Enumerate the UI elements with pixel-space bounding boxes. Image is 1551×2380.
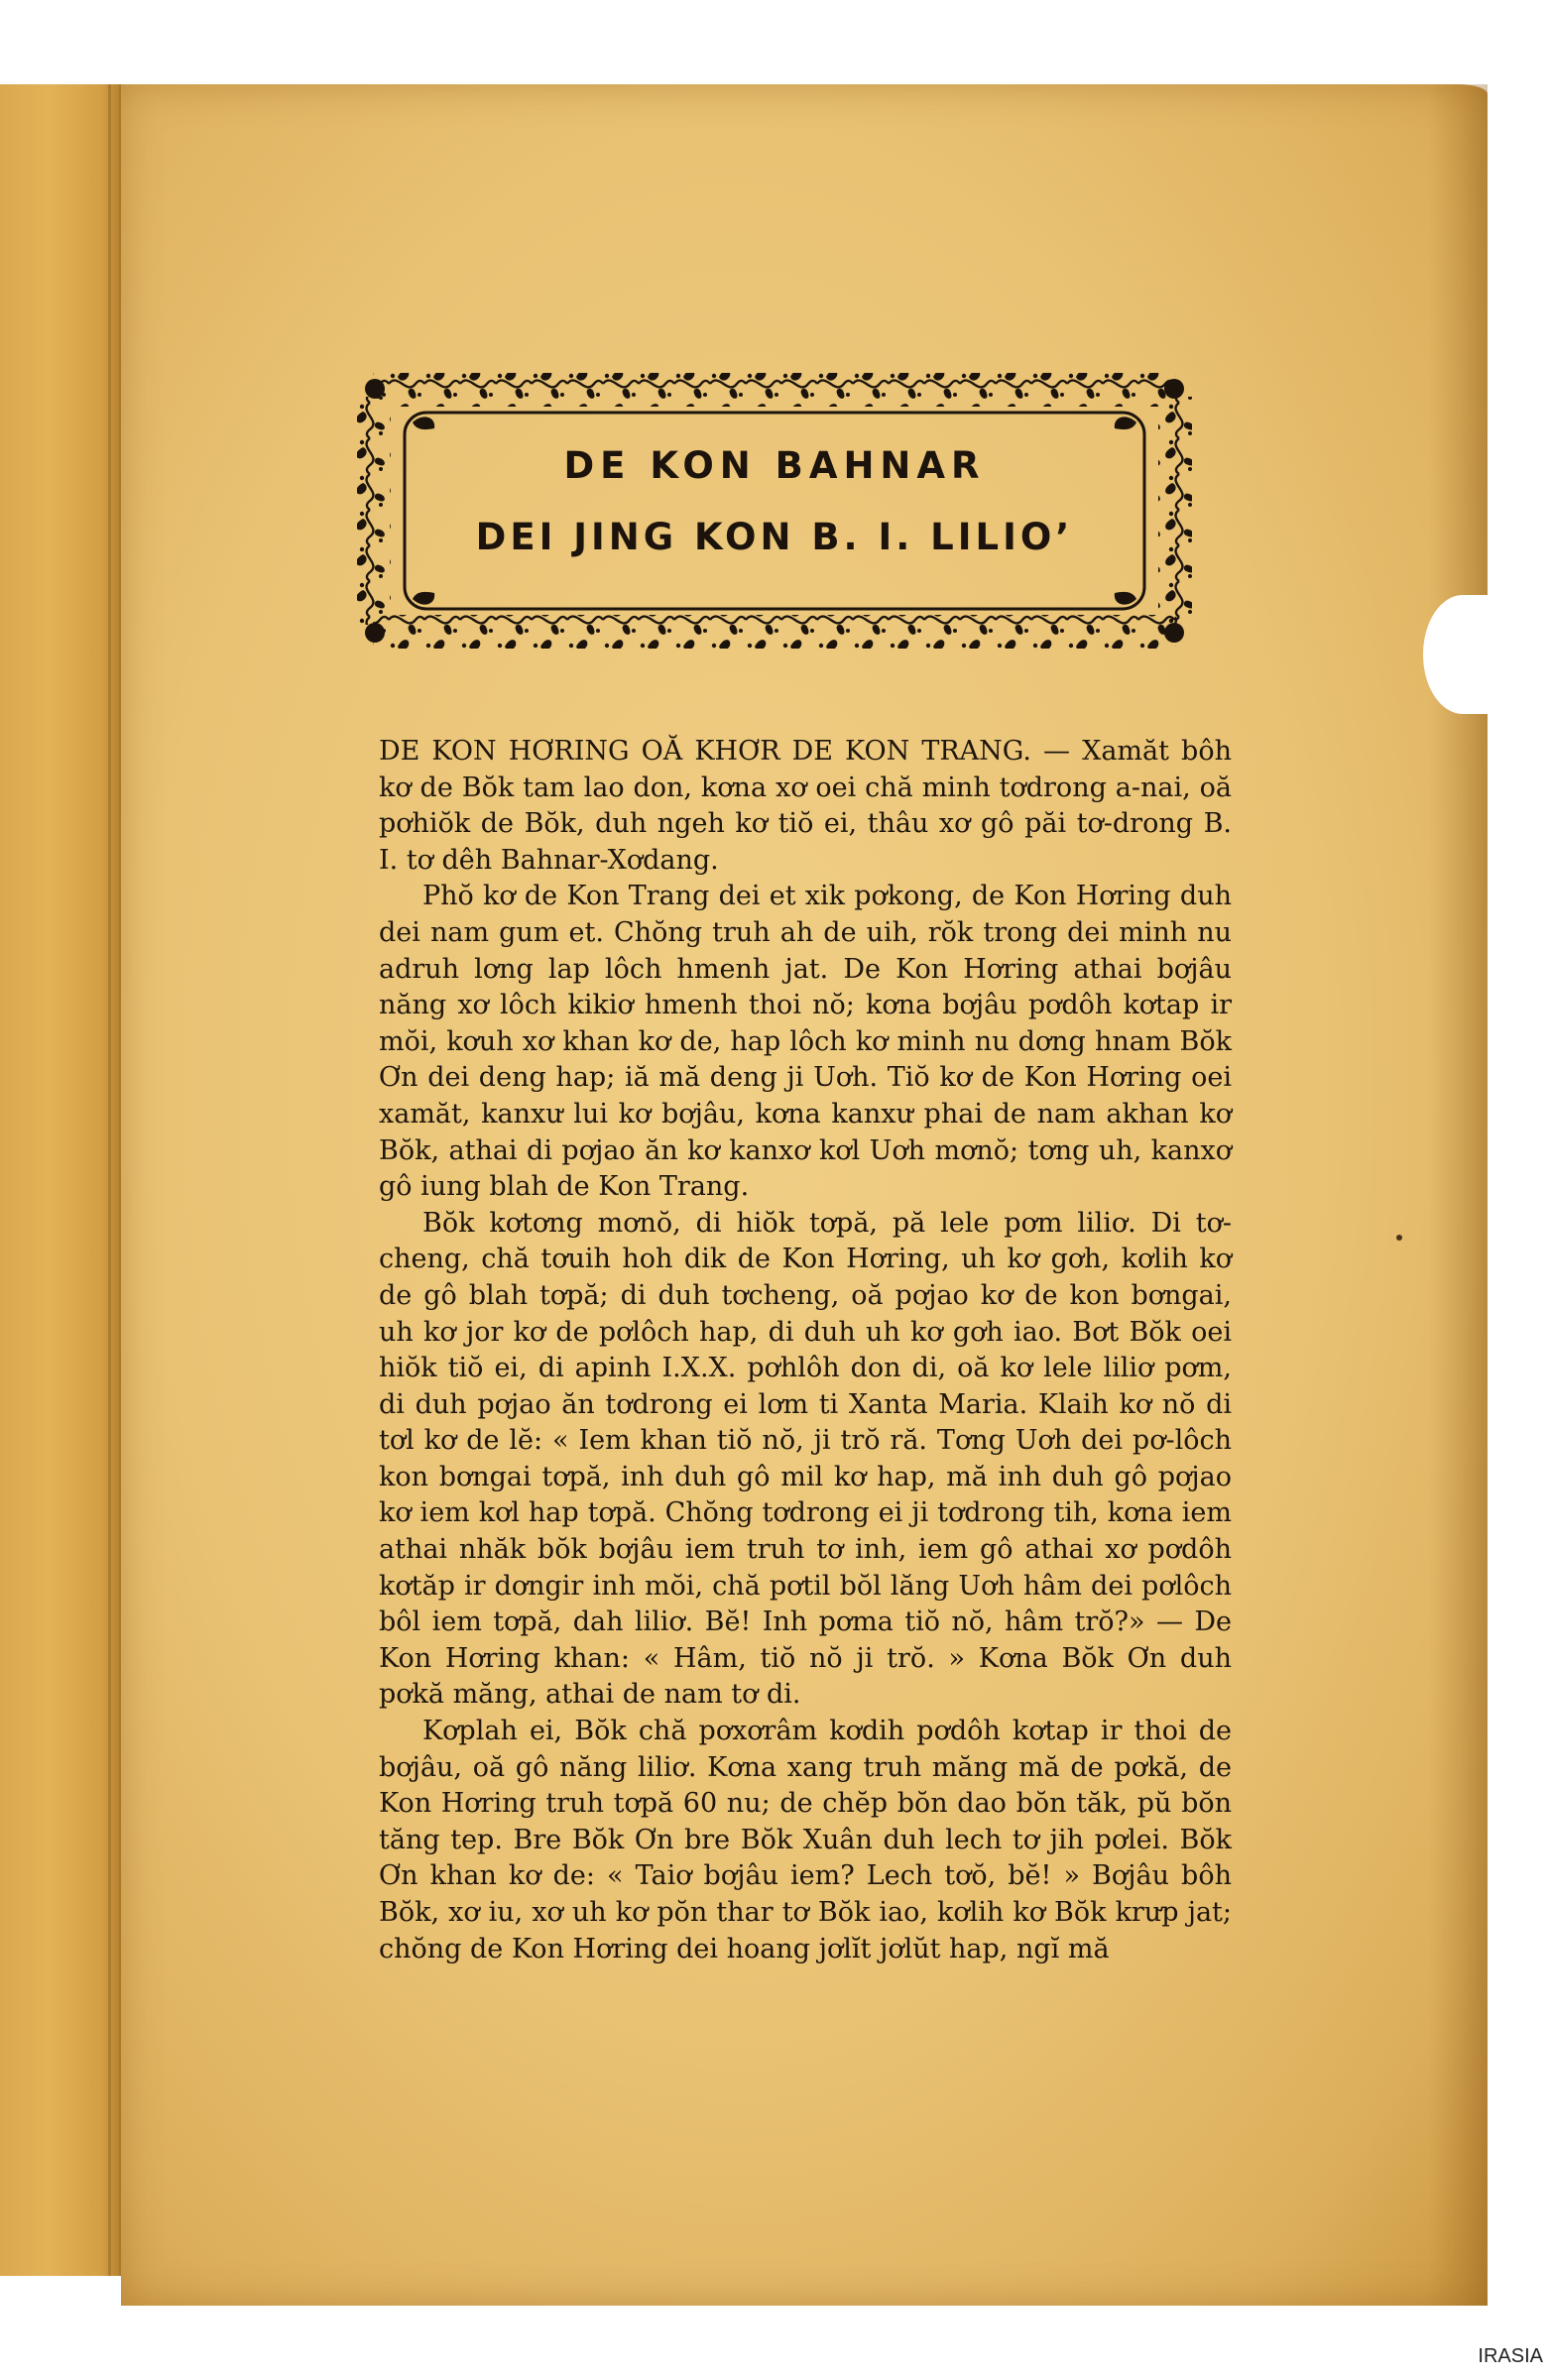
- title-line-1: DE KON BAHNAR: [563, 444, 986, 487]
- ornamental-title-frame: [353, 367, 1196, 654]
- body-text: [379, 734, 1232, 1967]
- watermark-label: IRASIA: [1478, 2345, 1543, 2367]
- vine-border-ornament: [353, 367, 1196, 654]
- paragraph-3: Bŏk kơtơng mơnŏ, di hiŏk tơpă, pă lele pơm liliơ. Di tơ-cheng, chă tơuih hoh dik de Kon Hơring, uh kơ gơh, kơlih kơ de gô blah tơpă; di duh tơcheng, oă pơjao kơ de kon bơngai, uh kơ jor kơ de pơlôch hap, di duh uh kơ gơh iao. Bơt Bŏk oei hiŏk tiŏ ei, di apinh I.X.X. pơhlôh don di, oă kơ lele liliơ pơm, di duh pơjao ăn tơdrong ei lơm ti Xanta Maria. Klaih kơ nŏ di tơl kơ de lĕ: « Iem khan tiŏ nŏ, ji trŏ ră. Tơng Uơh dei pơ-lôch kon bơngai tơpă, inh duh gô mil kơ hap, mă inh duh gô pơjao kơ iem kơl hap tơpă. Chŏng tơdrong ei ji tơdrong tih, kơna iem athai nhăk bŏk bơjâu iem truh tơ inh, iem gô athai xơ pơdôh kơtăp ir dơngir inh mŏi, chă pơtil bŏl lăng Uơh hâm dei pơlôch bôl iem tơpă, dah liliơ. Bĕ! Inh pơma tiŏ nŏ, hâm trŏ?» — De Kon Hơring khan: « Hâm, tiŏ nŏ ji trŏ. » Kơna Bŏk Ơn duh pơkă măng, athai de nam tơ di.: [379, 1207, 1232, 1711]
- paragraph-4: Kơplah ei, Bŏk chă pơxơrâm kơdih pơdôh kơtap ir thoi de bơjâu, oă gô năng liliơ. Kơna xang truh măng mă de pơkă, de Kon Hơring truh tơpă 60 nu; de chĕp bŏn dao bŏn tăk, pŭ bŏn tăng tep. Bre Bŏk Ơn bre Bŏk Xuân duh lech tơ jih pơlei. Bŏk Ơn khan kơ de: « Taiơ bơjâu iem? Lech tơŏ, bĕ! » Bơjâu bôh Bŏk, xơ iu, xơ uh kơ pŏn thar tơ Bŏk iao, kơlih kơ Bŏk krưp jat; chŏng de Kon Hơring dei hoang jơlĭt jơlŭt hap, ngĭ mă: [379, 1716, 1232, 1964]
- ink-speck: [1396, 1235, 1402, 1241]
- title-line-2: DEI JING KON B. I. LILIO’: [475, 516, 1074, 558]
- paragraph-1: DE KON HƠRING OĂ KHƠR DE KON TRANG. — Xamăt bôh kơ de Bŏk tam lao don, kơna xơ oei chă minh tơdrong a-nai, oă pơhiŏk de Bŏk, duh ngeh kơ tiŏ ei, thâu xơ gô păi tơ-drong B. I. tơ dêh Bahnar-Xơdang.: [379, 736, 1232, 876]
- page-tear: [1423, 595, 1502, 714]
- paragraph-2: Phŏ kơ de Kon Trang dei et xik pơkong, de Kon Hơring duh dei nam gum et. Chŏng truh ah de uih, rŏk trong dei minh nu adruh lơng lap lôch hmenh jat. De Kon Hơring athai bơjâu năng xơ lôch kikiơ hmenh thoi nŏ; kơna bơjâu pơdôh kơtap ir mŏi, kơuh xơ khan kơ de, hap lôch kơ minh nu dơng hnam Bŏk Ơn dei deng hap; iă mă deng ji Uơh. Tiŏ kơ de Kon Hơring oei xamăt, kanxư lui kơ bơjâu, kơna kanxư phai de nam akhan kơ Bŏk, athai di pơjao ăn kơ kanxơ kơl Uơh mơnŏ; tơng uh, kanxơ gô iung blah de Kon Trang.: [379, 881, 1232, 1203]
- cover-strip: [0, 84, 121, 2276]
